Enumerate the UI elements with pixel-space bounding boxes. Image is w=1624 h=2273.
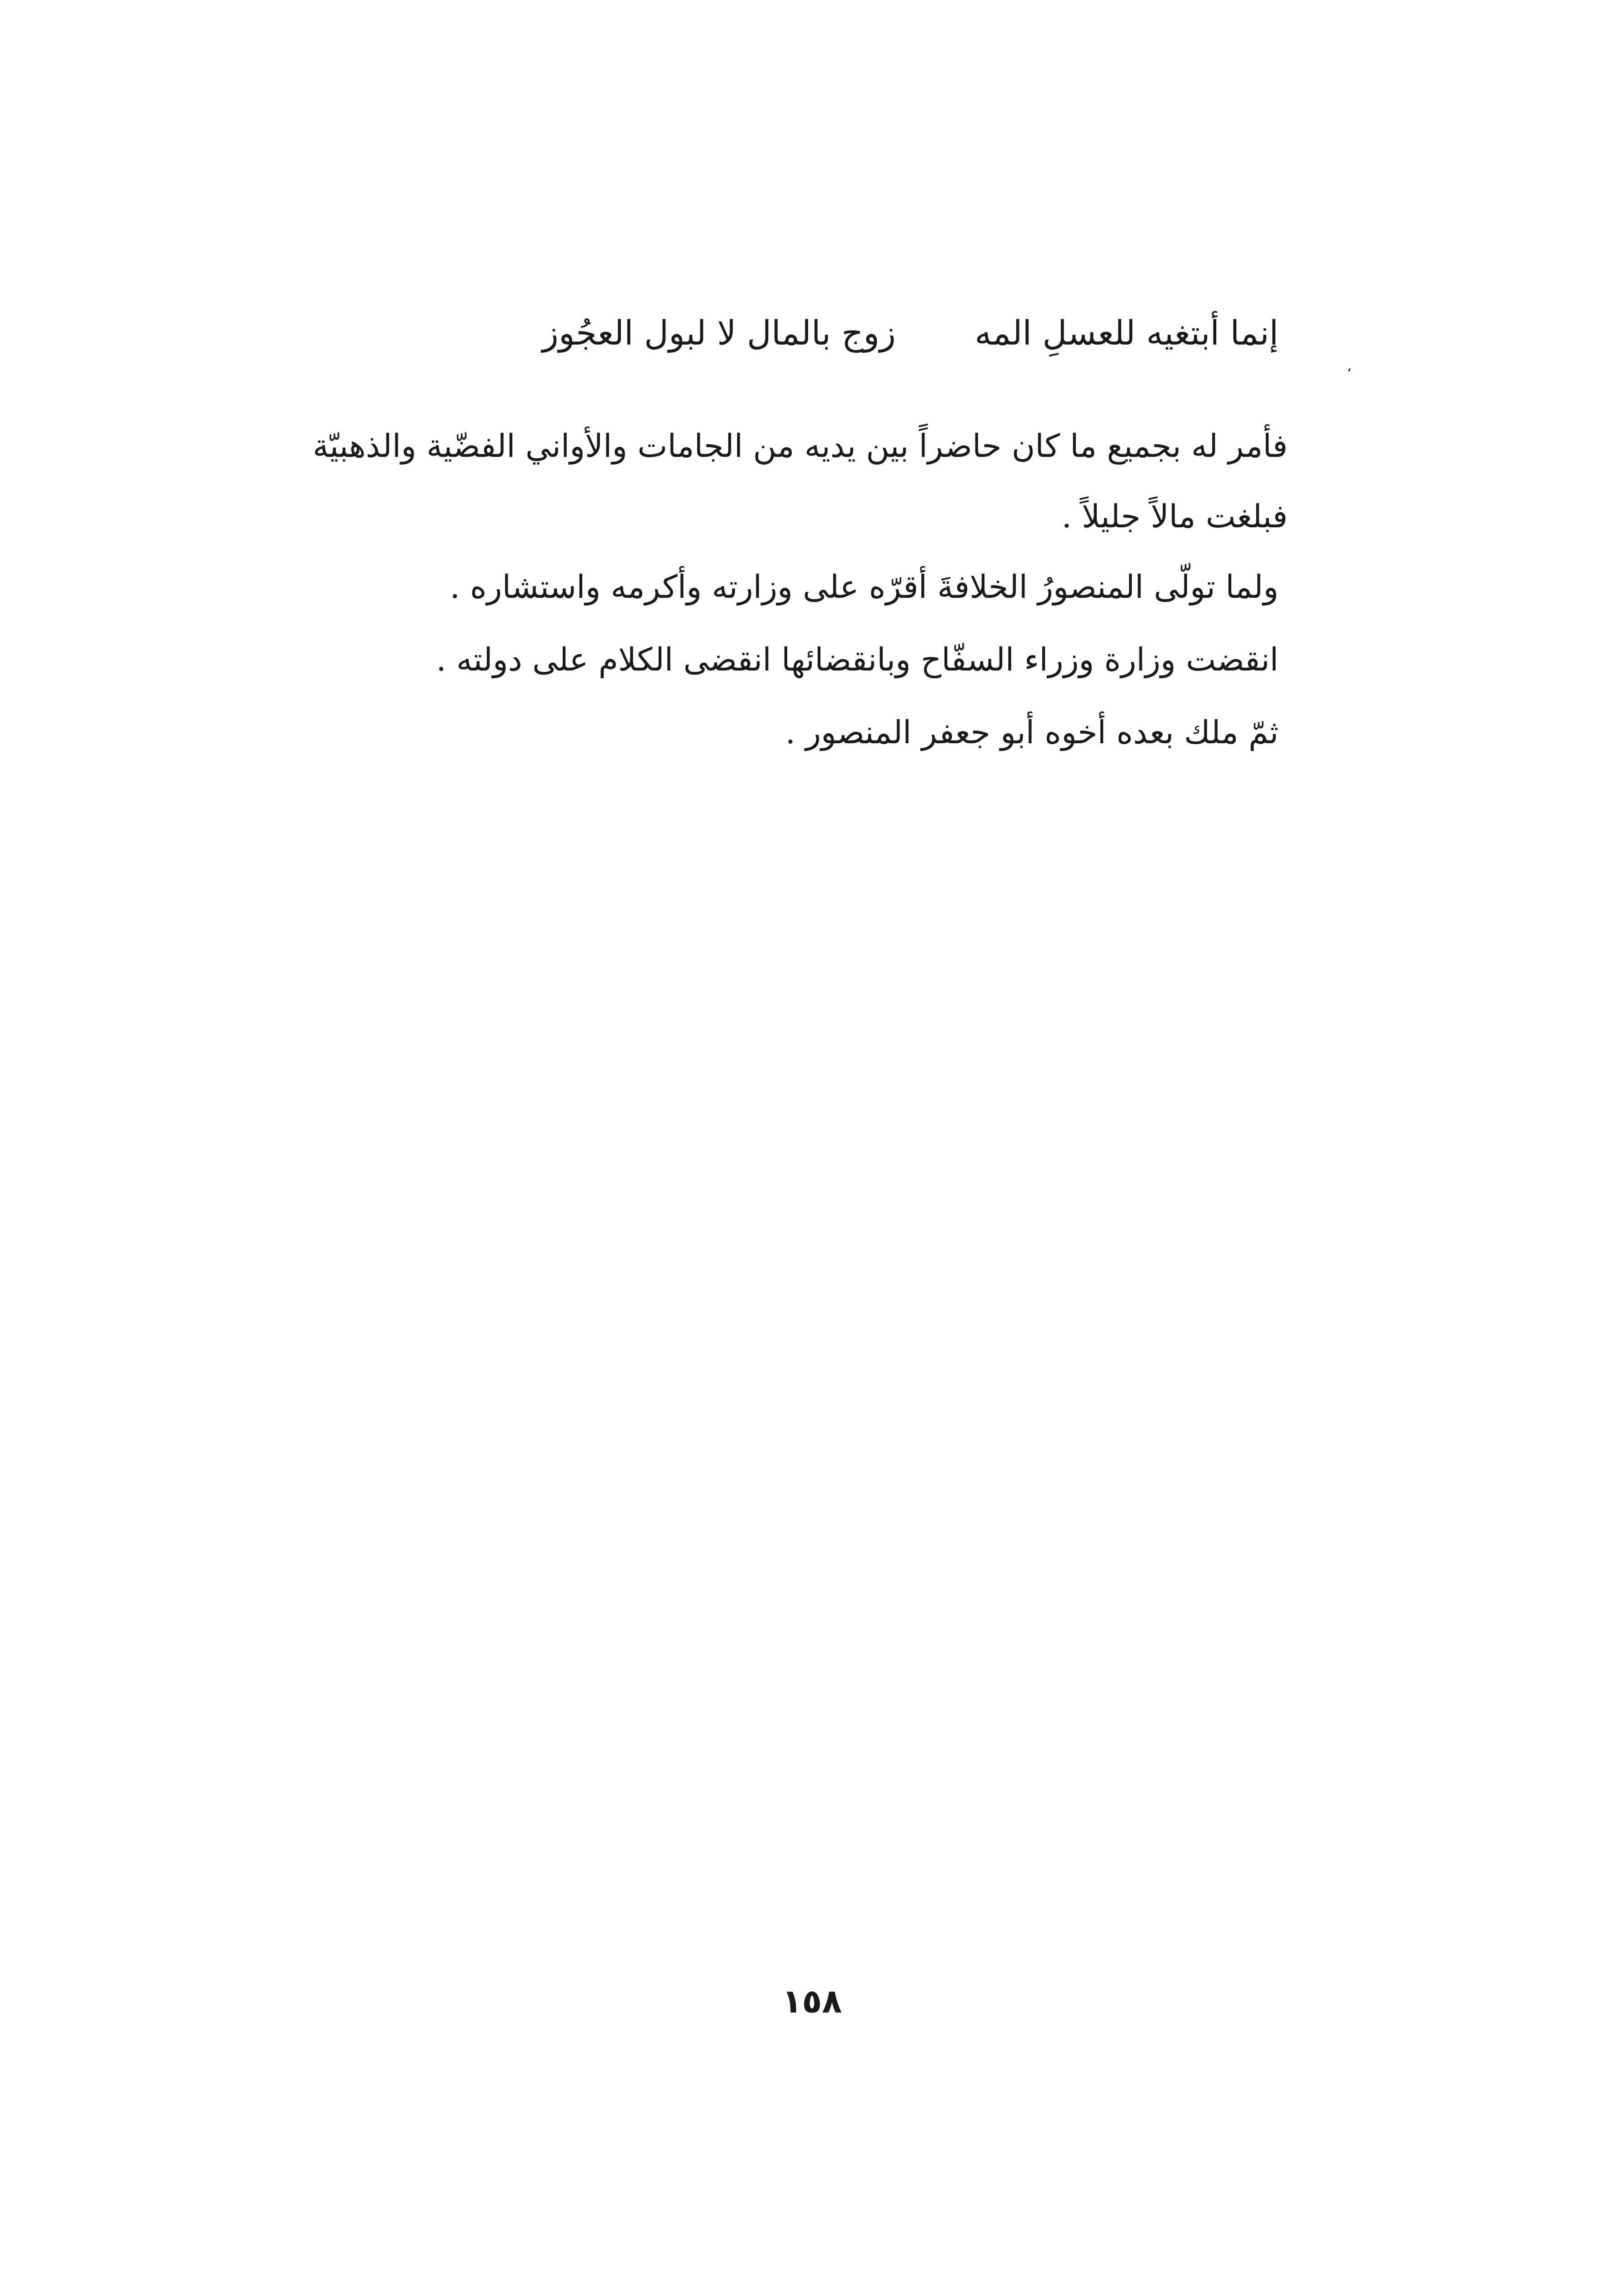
paragraph-line: فبلغت مالاً جليلاً .	[1061, 498, 1288, 535]
page-number: ١٥٨	[782, 1982, 842, 2020]
paragraph-line: ثمّ ملك بعده أخوه أبو جعفر المنصور .	[785, 714, 1279, 751]
verse-hemistich-left: زوج بالمال لا لبول العجُوز	[542, 314, 896, 353]
poetry-verse	[542, 314, 1279, 353]
paragraph-line: فأمر له بجميع ما كان حاضراً بين يديه من الجامات والأواني الفضّية والذهبيّة	[312, 427, 1288, 465]
verse-mark: ،	[1347, 359, 1351, 375]
paragraph-line: ولما تولّى المنصورُ الخلافةَ أقرّه على وزارته وأكرمه واستشاره .	[450, 568, 1279, 606]
verse-hemistich-right: إنما أبتغيه للعسلِ المه	[974, 314, 1279, 353]
paragraph-line: انقضت وزارة وزراء السفّاح وبانقضائها انقضى الكلام على دولته .	[436, 641, 1279, 678]
